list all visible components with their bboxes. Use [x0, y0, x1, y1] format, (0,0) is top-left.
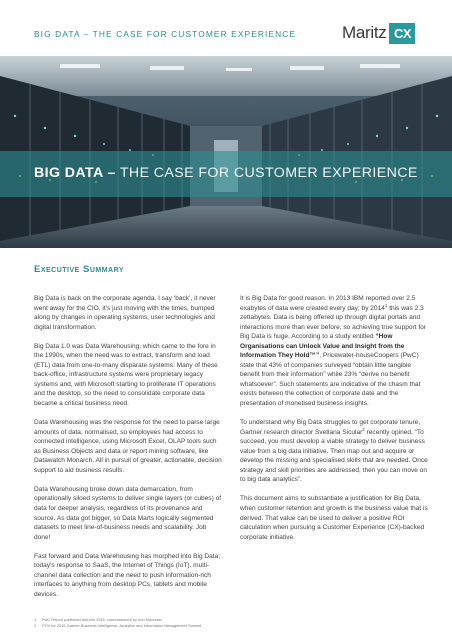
logo-wordmark: Maritz	[342, 23, 387, 42]
text-run: recently opined, “To succeed, you must develop a viable strategy to deliver business value from a big data initiative. Then map out and acquire or develop the missing and specialised skills that are needed. Once strategy and skill priorities are addressed, then you can move on to big data analytics”.	[240, 428, 428, 484]
paragraph	[240, 294, 430, 409]
page-header	[0, 0, 452, 56]
text-run: It is Big Data for good reason. In 2013 IBM reported over 2.5 exabytes of data were created every day; by 2014	[240, 295, 416, 312]
text-run: this was 2.3 zettabytes. Data is being offered up through digital portals and interactions more than ever before, so achieving true support for Big Data is huge. According to a study entitled	[240, 304, 426, 341]
hero-title-light: THE CASE FOR CUSTOMER EXPERIENCE	[115, 165, 418, 181]
hero-title	[34, 165, 418, 181]
left-column	[34, 294, 224, 609]
paragraph: Data Warehousing broke down data demarcation, from operationally siloed systems to deliver single layers (or cubes) of data for deeper analysis, regardless of its provenance and source. As data got bigger, so Data Marts logically segmented datasets to meet line-of-business needs and scalability. Job done!	[34, 485, 222, 541]
paragraph: Big Data is back on the corporate agenda. I say ‘back’, it never went away for the CIO, it’s just moving with the times, bumped along by changes in operating systems, user technologies and digital transformation.	[34, 295, 216, 331]
footnote-text: PwC Report published Autumn 2015, commissioned by Iron Mountain	[42, 617, 162, 622]
footnote-ref: 1	[384, 302, 388, 308]
study-title: “How Organisations can Unlock Value and Insight from the Information They Hold™”	[240, 333, 405, 360]
text-run: To understand why Big Data struggles to get corporate tenure, Gartner research director Svetlana Sicular	[240, 419, 421, 436]
logo-badge: CX	[389, 23, 415, 44]
footnote-text: POV for 2015 Gartner Business Intelligence, Analytics and Information Management Summit	[42, 623, 202, 628]
right-column	[240, 294, 430, 552]
maritz-cx-logo	[342, 22, 415, 44]
footnote-number: 1	[34, 617, 37, 622]
text-run: , Pricewater-houseCoopers (PwC) state that 43% of companies surveyed “obtain little tangible benefit from their information” while 23% “derive no benefit whatsoever”. Such statements are indicative of the chasm that exists between the collection of corporate date and the presentation of monetised business insights.	[240, 352, 421, 408]
footnote-number: 2	[34, 623, 37, 628]
paragraph: Data Warehousing was the response for the need to parse large amounts of data, normalised, so employees had access to connected intelligence, using Microsoft Excel, OLAP tools such as Business Objects and data or report mining software, like Datawatch Monarch. All in pursuit of greater, actionable, decision support to aid business results.	[34, 419, 222, 474]
footnotes	[34, 617, 201, 629]
hero-banner	[0, 56, 452, 248]
footnote-ref: 2	[362, 426, 365, 432]
paragraph: Fast forward and Data Warehousing has morphed into Big Data; today’s response to SaaS, the Internet of Things (IoT), multi-channel data collection and the need to push information-rich interfaces to anything from desktop PCs, tablets and mobile devices.	[34, 552, 221, 598]
executive-summary-heading: Executive Summary	[34, 264, 125, 275]
paragraph: This document aims to substantiate a justification for Big Data, when customer retention and growth is the business value that is derived. That value can be used to deliver a positive ROI calculation when pursuing a Customer Experience (CX)-backed corporate initiative.	[240, 495, 428, 541]
hero-title-bold: BIG DATA –	[34, 165, 116, 181]
header-title: BIG DATA – THE CASE FOR CUSTOMER EXPERIENCE	[34, 29, 297, 39]
paragraph: Big Data 1.0 was Data Warehousing, which came to the fore in the 1990s, when the need was to extract, transform and load (ETL) data from one-to-many disparate systems. Many of these back-office, infrastructure systems were proprietary legacy systems and, with Microsoft starting to proliferate IT operations and the desktop, so the need to consolidate corporate data became a critical business need.	[34, 342, 218, 408]
paragraph	[240, 418, 430, 485]
footnote	[34, 623, 201, 629]
